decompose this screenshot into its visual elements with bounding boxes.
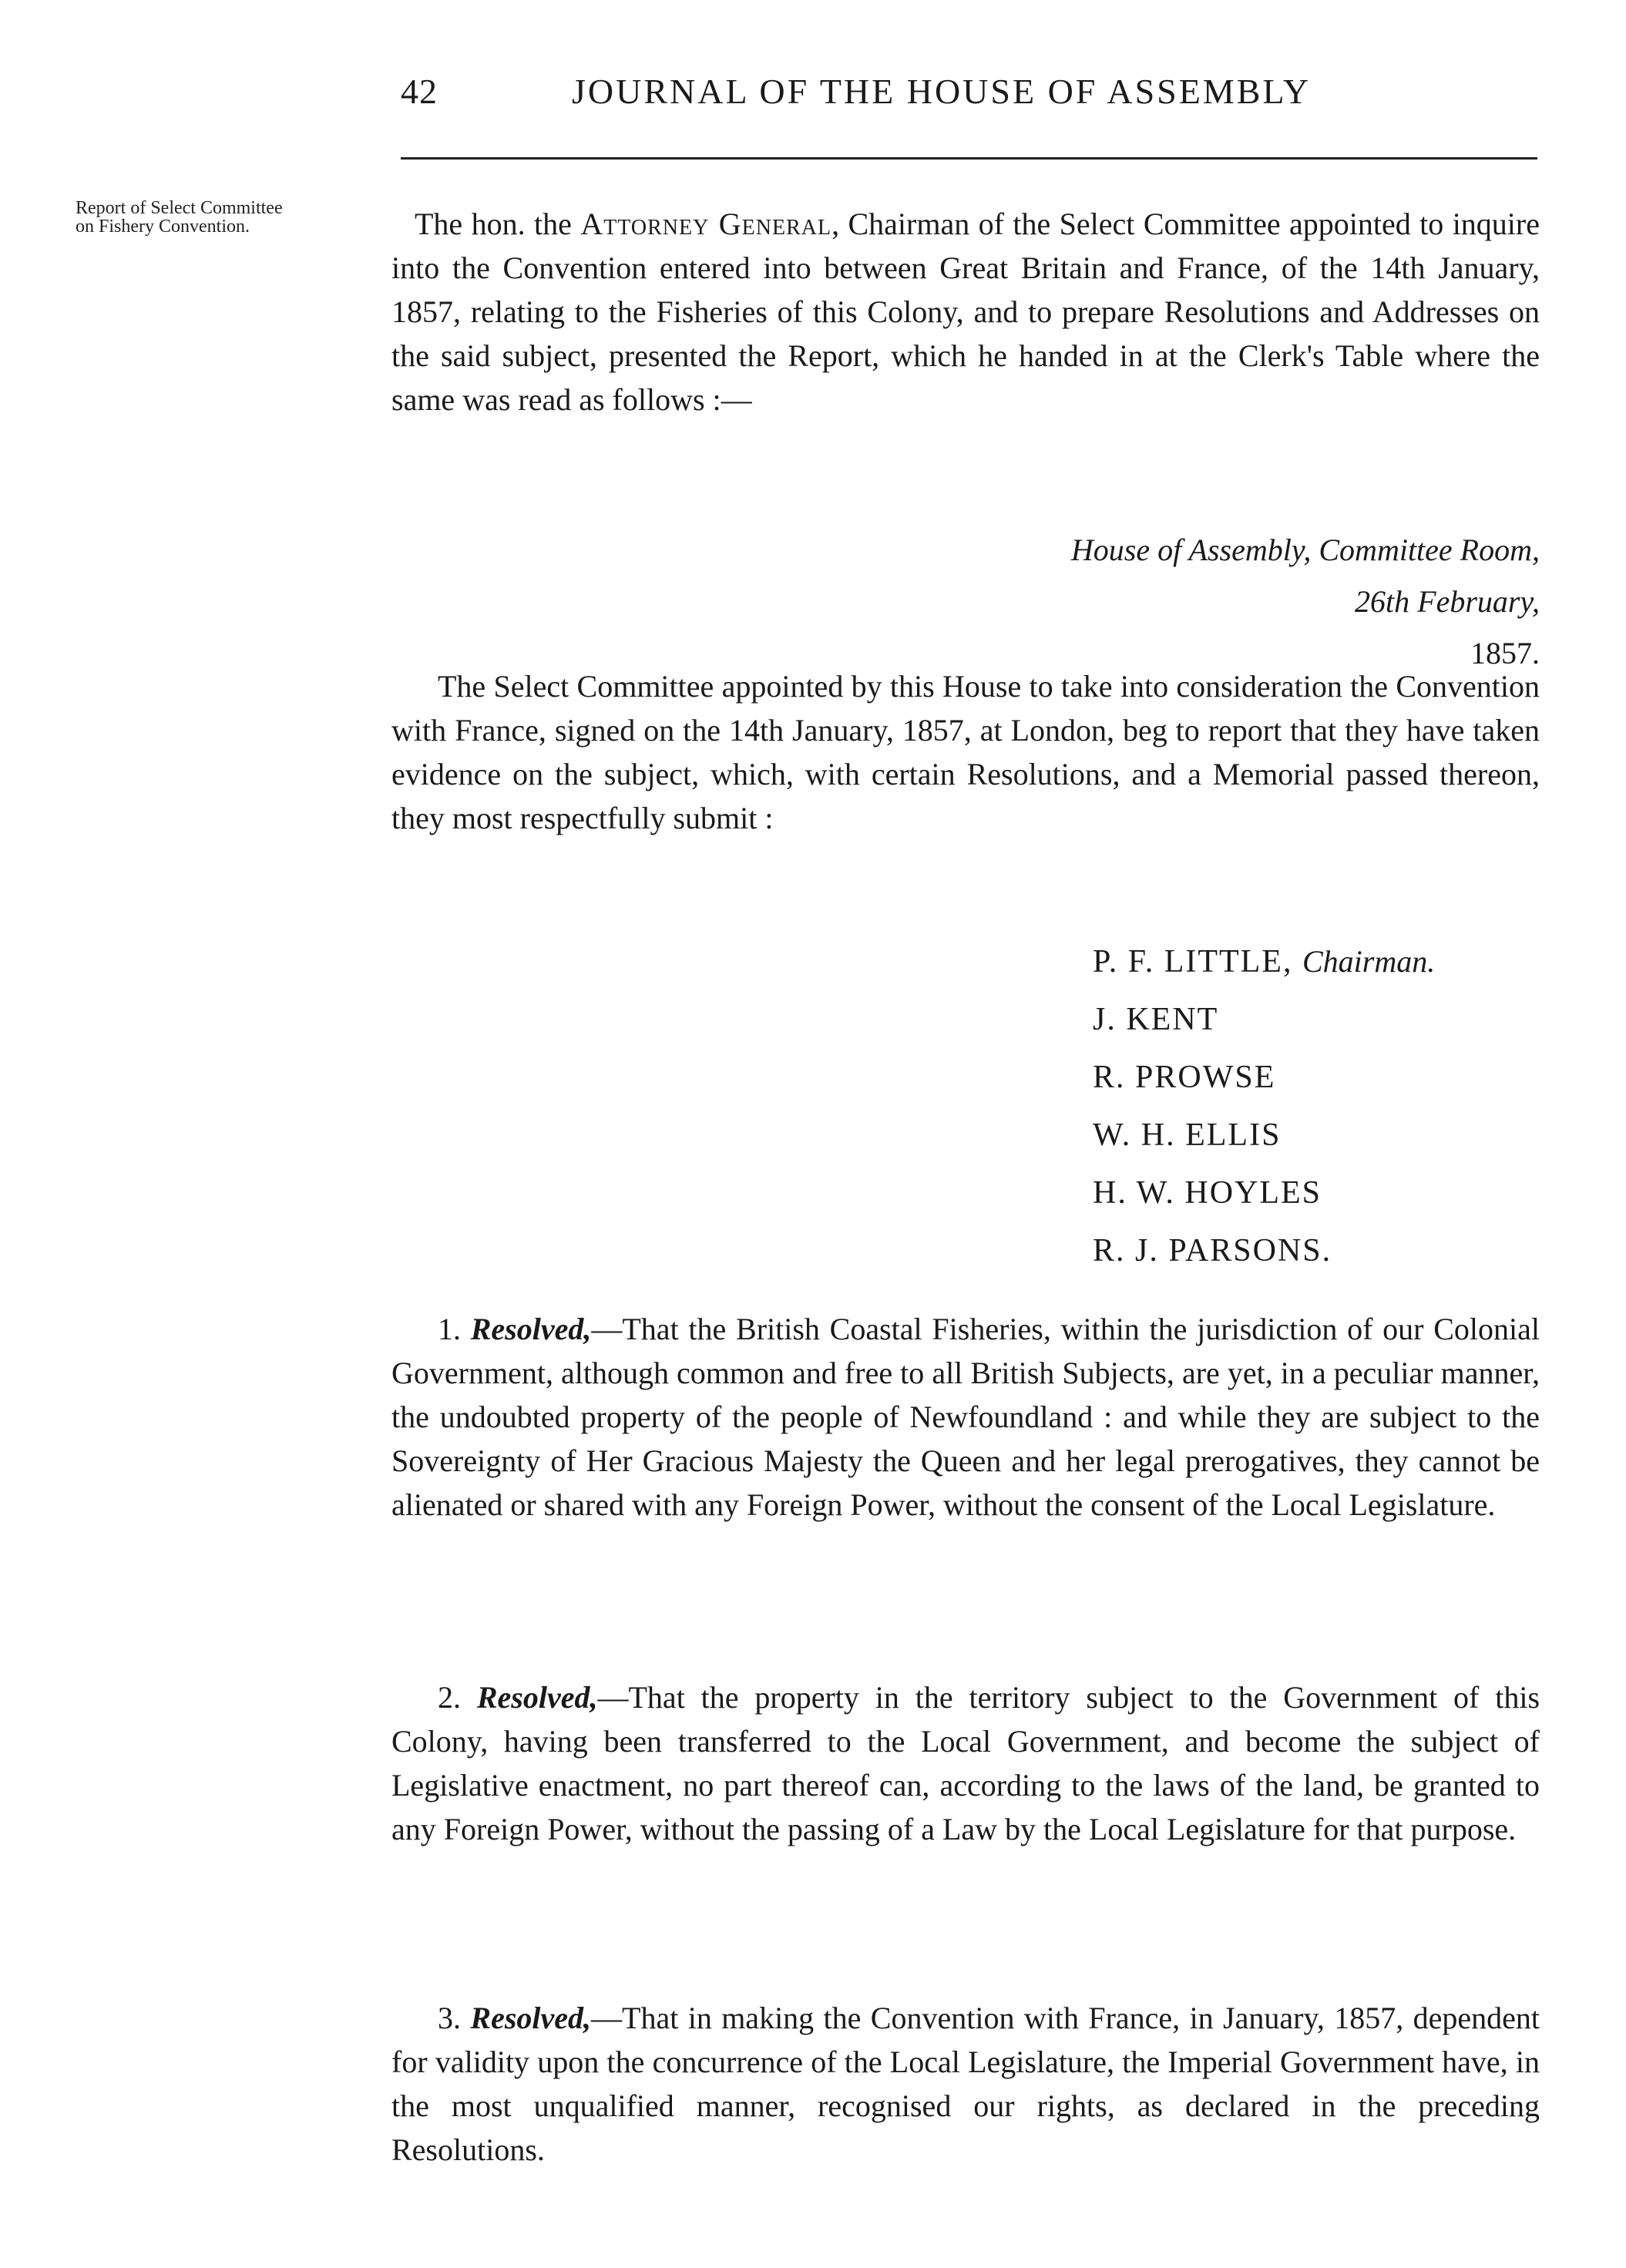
page-number: 42 [401, 72, 438, 111]
resolution-text: —That the British Coastal Fisheries, within the jurisdiction of our Colonial Government, although common and free to all British Subjects, are yet, in a peculiar manner, the undoubted property of the people of Newfoundland : and while they are subject to the Sovereignty of Her Gracious Majesty the Queen and her legal prerogatives, they cannot be alienated or shared with any Foreign Power, without the consent of the Local Legislature. [391, 1312, 1540, 1522]
signatory-chairman [1093, 932, 1435, 991]
margin-note-line-1: Report of Select Committee [76, 198, 283, 218]
margin-note [76, 199, 384, 236]
resolution-1 [391, 1307, 1540, 1527]
intro-prefix: The hon. the [415, 207, 581, 241]
resolution-number: 3. [438, 2001, 461, 2035]
margin-note-line-2: on Fishery Convention. [76, 217, 250, 237]
page-header [401, 71, 1537, 117]
header-rule [401, 157, 1537, 160]
signatory: R. PROWSE [1093, 1060, 1276, 1095]
chairman-role: Chairman. [1302, 944, 1436, 979]
resolution-label: Resolved, [476, 1680, 598, 1715]
chairman-name: P. F. LITTLE, [1093, 944, 1293, 979]
officer-title: Attorney General [580, 207, 832, 241]
signatory: W. H. ELLIS [1093, 1117, 1282, 1153]
resolution-label: Resolved, [470, 2001, 592, 2035]
resolution-number: 1. [438, 1312, 461, 1346]
resolution-text: —That the property in the territory subject to the Government of this Colony, having been transferred to the Local Government, and become the subject of Legislative enactment, no part thereof can, according to the laws of the land, be granted to any Foreign Power, without the passing of a Law by the Local Legislature for that purpose. [391, 1680, 1540, 1846]
running-title: JOURNAL OF THE HOUSE OF ASSEMBLY [572, 72, 1312, 111]
signatory: J. KENT [1093, 1002, 1219, 1037]
dateline [1071, 524, 1540, 679]
resolution-label: Resolved, [470, 1312, 592, 1346]
dateline-place: House of Assembly, Committee Room, [1070, 533, 1540, 567]
resolution-number: 2. [438, 1680, 461, 1715]
signatories [1093, 932, 1435, 1280]
dateline-year: 1857. [1470, 636, 1540, 670]
resolution-text: —That in making the Convention with France, in January, 1857, dependent for validity upon the concurrence of the Local Legislature, the Imperial Government have, in the most unqualified manner, recognised our rights, as declared in the preceding Resolutions. [391, 2001, 1540, 2167]
signatory: R. J. PARSONS. [1093, 1233, 1332, 1268]
intro-paragraph [391, 202, 1540, 422]
signatory: H. W. HOYLES [1093, 1175, 1322, 1211]
intro-rest: , Chairman of the Select Committee appointed to inquire into the Convention entered into between Great Britain and France, of the 14th January, 1857, relating to the Fisheries of this Colony, and to prepare Resolutions and Addresses on the said subject, presented the Report, which he handed in at the Clerk's Table where the same was read as follows :— [391, 207, 1540, 417]
report-paragraph: The Select Committee appointed by this House to take into consideration the Convention with France, signed on the 14th January, 1857, at London, beg to report that they have taken evidence on the subject, which, with certain Resolutions, and a Memorial passed thereon, they most respectfully submit : [391, 669, 1540, 835]
resolution-3 [391, 1996, 1540, 2172]
dateline-date: 26th February, [1355, 584, 1540, 619]
dateline-date-line [1071, 576, 1540, 679]
resolution-2 [391, 1675, 1540, 1851]
